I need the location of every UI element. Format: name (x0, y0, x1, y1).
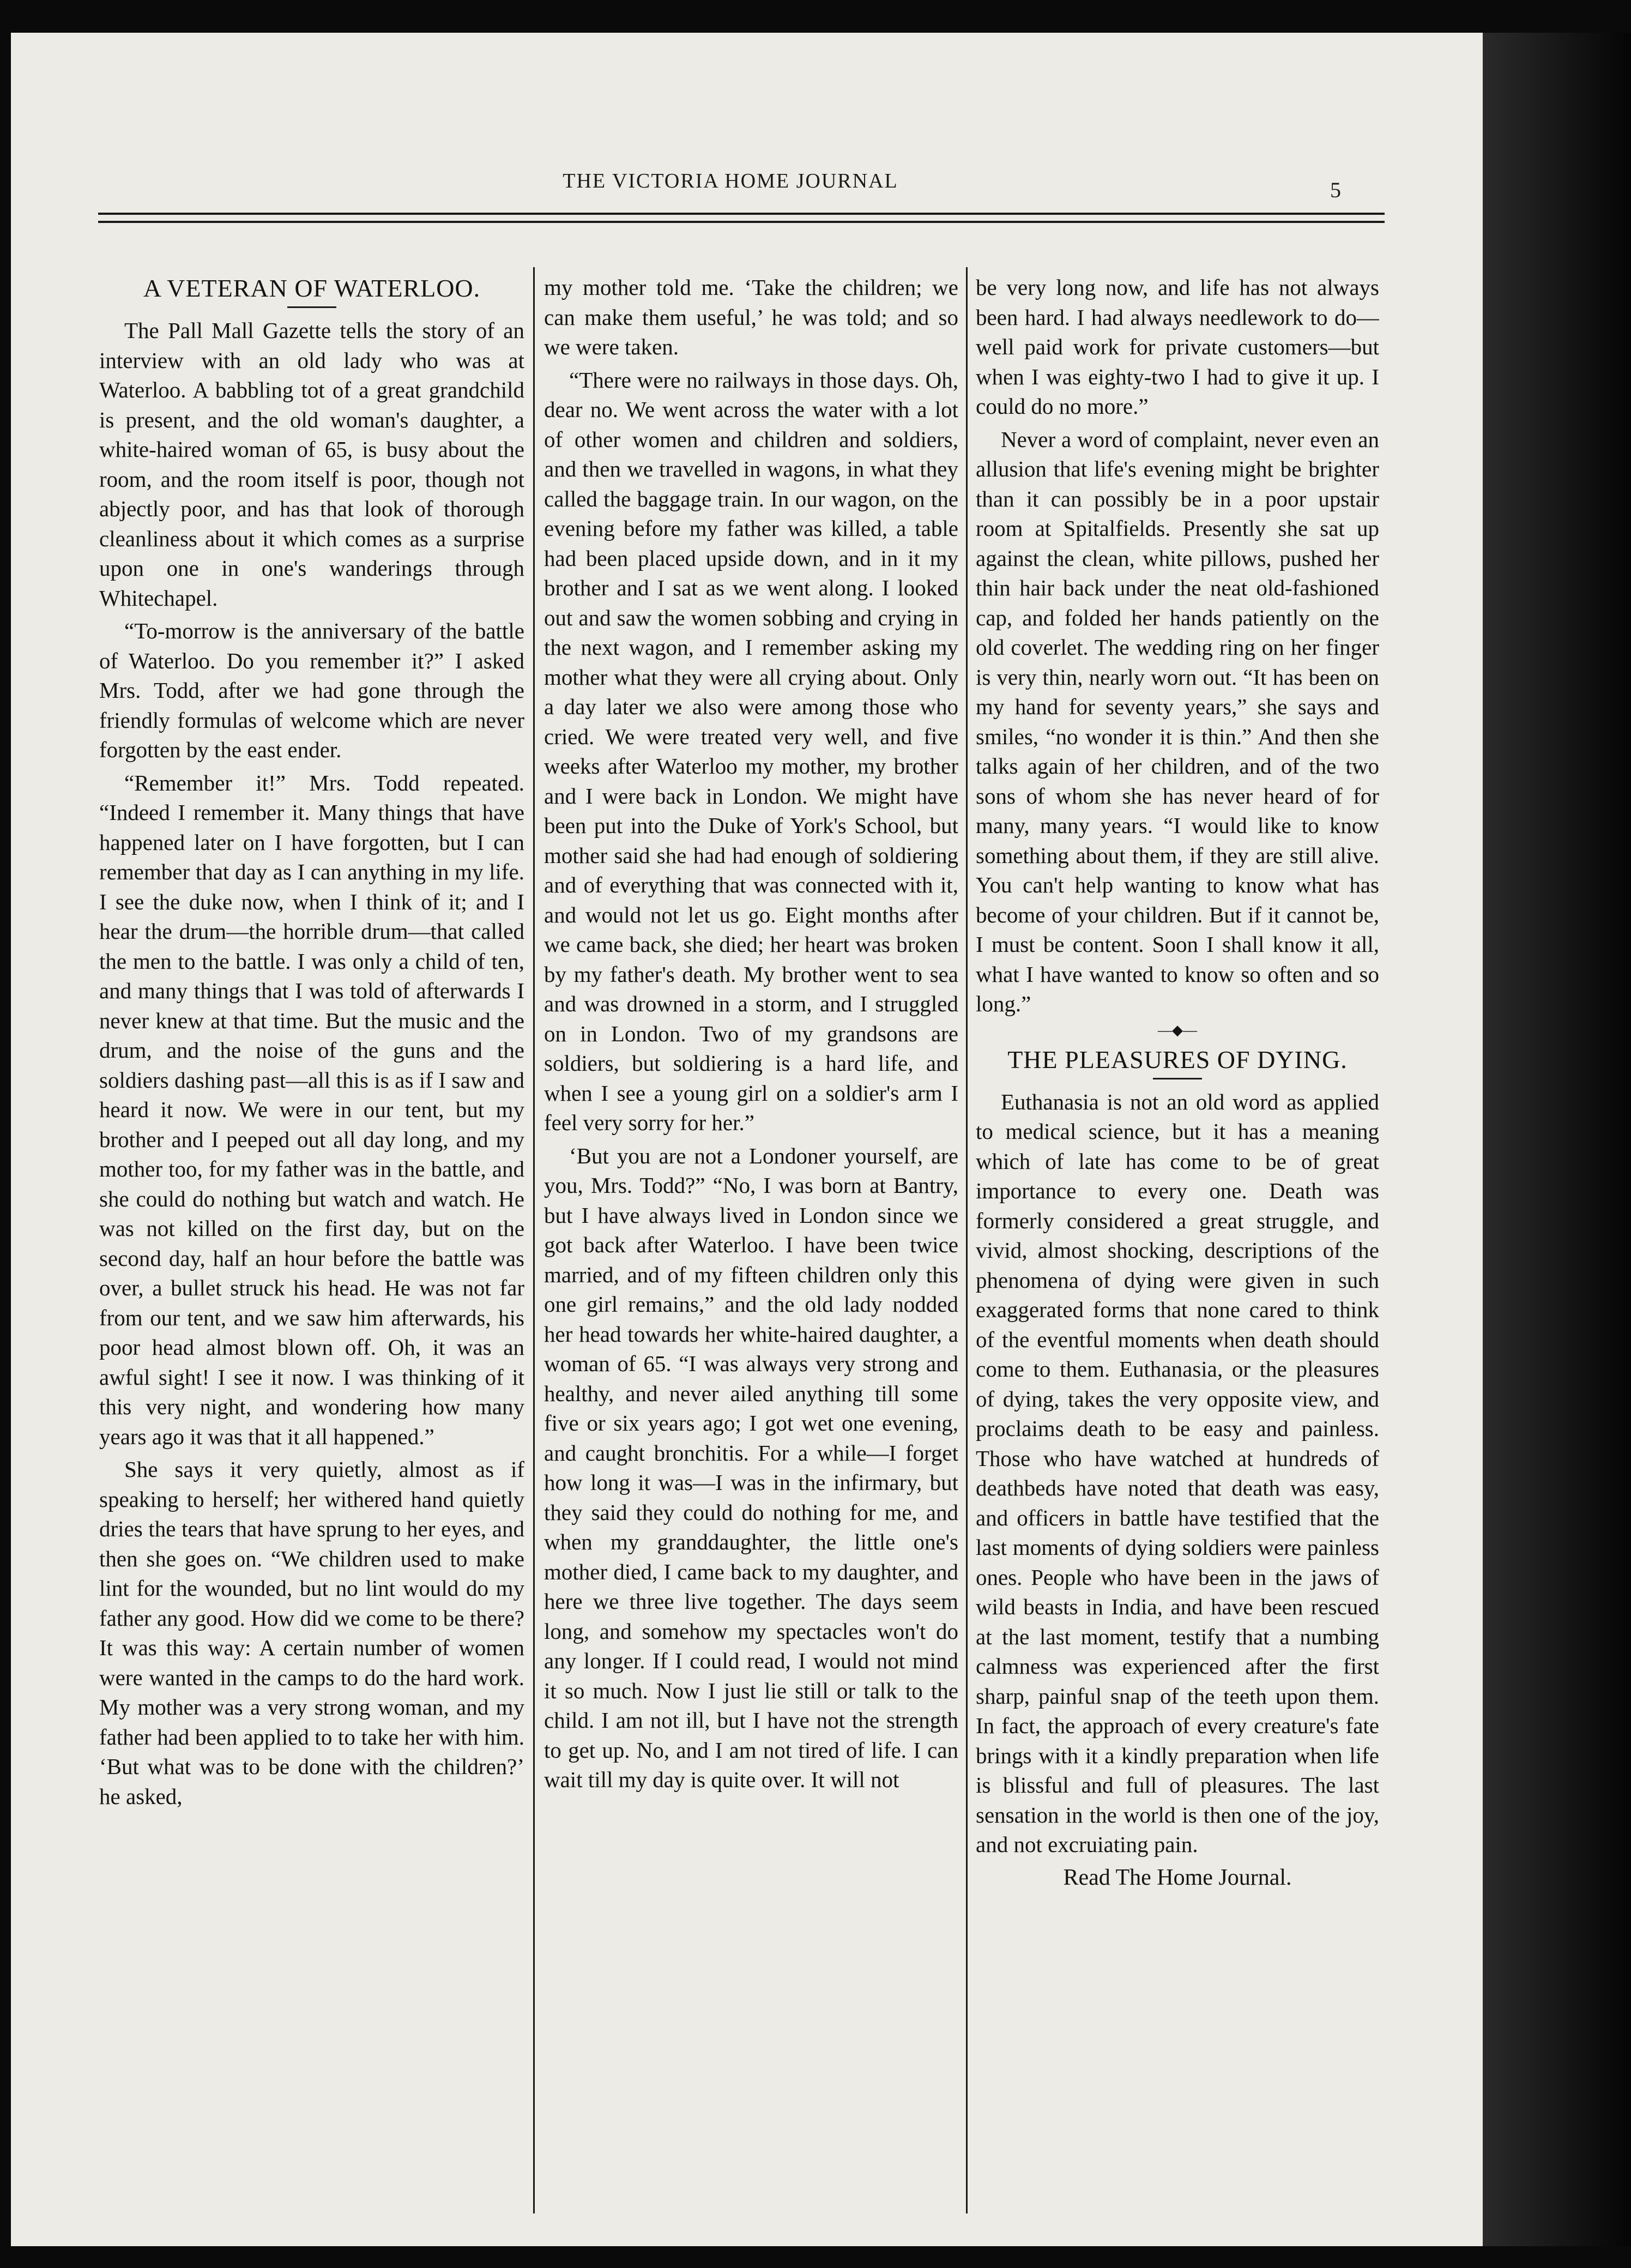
article-paragraph: She says it very quietly, almost as if speaking to herself; her withered hand quietly dries the tears that have sprung to her eyes, and then she goes on. “We children used to make lint for the wounded, but no lint would do my father any good. How did we come to be there? It was this way: A certain number of women were wanted in the camps to do the hard work. My mother was a very strong woman, and my father had been applied to to take her with him. ‘But what was to be done with the children?’ he asked, (99, 1457, 524, 1809)
article-paragraph: ‘But you are not a Londoner yourself, are you, Mrs. Todd?” “No, I was born at Bantry, but I have always lived in London since we got back after Waterloo. I have been twice married, and of my fifteen children only this one girl remains,” and the old lady nodded her head towards her white-haired daughter, a woman of 65. “I was always very strong and healthy, and never ailed anything till some five or six years ago; I got wet one evening, and caught bronchitis. For a while—I forget how long it was—I was in the infirmary, but they said they could do nothing for me, and when my granddaughter, the little one's mother died, I came back to my daughter, and here we three live together. The days seem long, and somehow my spectacles won't do any longer. If I could read, I would not mind it so much. Now I just lie still or talk to the child. I am not ill, but I have not the strength to get up. No, and I am not tired of life. I can wait till my day is quite over. It will not (544, 1143, 958, 1792)
article-paragraph: “There were no railways in those days. Oh, dear no. We went across the water with a lot of other women and children and soldiers, and then we travelled in wagons, in what they called the baggage train. In our wagon, on the evening before my father was killed, a table had been placed upside down, and in it my brother and I sat as we went along. I looked out and saw the women sobbing and crying in the next wagon, and I remember asking my mother what they were all crying about. Only a day later we also were among those who cried. We were treated very well, and five weeks after Waterloo my mother, my brother and I were back in London. We might have been put into the Duke of York's School, but mother said she had had enough of soldiering and of everything that was connected with it, and would not let us go. Eight months after we came back, she died; her heart was broken by my father's death. My brother went to sea and was drowned in a storm, and I struggled on in London. Two of my grandsons are soldiers, but soldiering is a hard life, and when I see a young girl on a soldier's arm I feel very sorry for her.” (544, 367, 958, 1135)
article-title: THE PLEASURES OF DYING. (1007, 1045, 1348, 1073)
article-paragraph: “To-morrow is the anniversary of the battle of Waterloo. Do you remember it?” I asked Mrs. Todd, after we had gone through the friendly formulas of welcome which are never forgotten by the east ender. (99, 618, 524, 762)
title-rule (287, 306, 336, 308)
title-rule (1153, 1078, 1202, 1079)
article-paragraph: The Pall Mall Gazette tells the story of an interview with an old lady who was at Waterloo. A babbling tot of a great grandchild is present, and the old woman's daughter, a white-haired woman of 65, is busy about the room, and the room itself is poor, though not abjectly poor, and has that look of thorough cleanliness about it which comes as a surprise upon one in one's wanderings through Whitechapel. (99, 318, 524, 611)
article-paragraph: “Remember it!” Mrs. Todd repeated. “Indeed I remember it. Many things that have happened later on I have forgotten, but I can remember that day as I can anything in my life. I see the duke now, when I think of it; and I hear the drum—the horrible drum—that called the men to the battle. I was only a child of ten, and many things that I was told of afterwards I never knew at that time. But the music and the drum, and the noise of the guns and the soldiers dashing past—all this is as if I saw and heard it now. We were in our tent, but my brother and I peeped out all day long, and my mother too, for my father was in the battle, and she could do nothing but watch and watch. He was not killed on the first day, but on the second day, half an hour before the battle was over, a bullet struck his head. He was not far from our tent, and we saw him afterwards, his poor head almost blown off. Oh, it was an awful sight! I see it now. I was thinking of it this very night, and wondering how many years ago it was that it all happened.” (99, 770, 524, 1449)
page-number: 5 (1330, 178, 1341, 202)
running-head: THE VICTORIA HOME JOURNAL (563, 170, 898, 192)
article-paragraph: be very long now, and life has not always been hard. I had always needlework to do—well paid work for private customers—but when I was eighty-two I had to give it up. I could do no more.” (976, 275, 1379, 419)
newspaper-page (11, 33, 1483, 2246)
header-rule-bottom (98, 221, 1385, 223)
column-divider-2 (966, 267, 968, 2213)
header-rule-top (98, 213, 1385, 215)
article-paragraph: Never a word of complaint, never even an allusion that life's evening might be brighter than it can possibly be in a poor upstair room at Spitalfields. Presently she sat up against the clean, white pillows, pushed her thin hair back under the neat old-fashioned cap, and folded her hands patiently on the old coverlet. The wedding ring on her finger is very thin, nearly worn out. “It has been on my hand for seventy years,” she says and smiles, “no wonder it is thin.” And then she talks again of her children, and of the two sons of whom she has never heard of for many, many years. “I would like to know something about them, if they are still alive. You can't help wanting to know what has become of your children. But if it cannot be, I must be content. Soon I shall know it all, what I have wanted to know so often and so long.” (976, 426, 1379, 1016)
footer-advertisement: Read The Home Journal. (1063, 1865, 1292, 1890)
article-title: A VETERAN OF WATERLOO. (143, 274, 481, 302)
section-ornament: —◆— (1158, 1022, 1197, 1038)
column-divider-1 (533, 267, 535, 2213)
column-2 (544, 273, 958, 2213)
column-1 (99, 273, 524, 2213)
article-paragraph: my mother told me. ‘Take the children; we can make them useful,’ he was told; and so we were taken. (544, 275, 958, 359)
column-3 (976, 273, 1379, 2213)
article-paragraph: Euthanasia is not an old word as applied to medical science, but it has a meaning which of late has come to be of great importance to every one. Death was formerly considered a great struggle, and vivid, almost shocking, descriptions of the phenomena of dying were given in such exaggerated forms that none cared to think of the eventful moments when death should come to them. Euthanasia, or the pleasures of dying, takes the very opposite view, and proclaims death to be easy and painless. Those who have watched at hundreds of deathbeds have noted that death was easy, and officers in battle have testified that the last moments of dying soldiers were painless ones. People who have been in the jaws of wild beasts in India, and have been rescued at the last moment, testify that a numbing calmness was experienced after the first sharp, painful snap of the teeth upon them. In fact, the approach of every creature's fate brings with it a kindly preparation when life is blissful and full of pleasures. The last sensation in the world is then one of the joy, and not excruiating pain. (976, 1089, 1379, 1857)
scan-border (1483, 33, 1631, 2246)
